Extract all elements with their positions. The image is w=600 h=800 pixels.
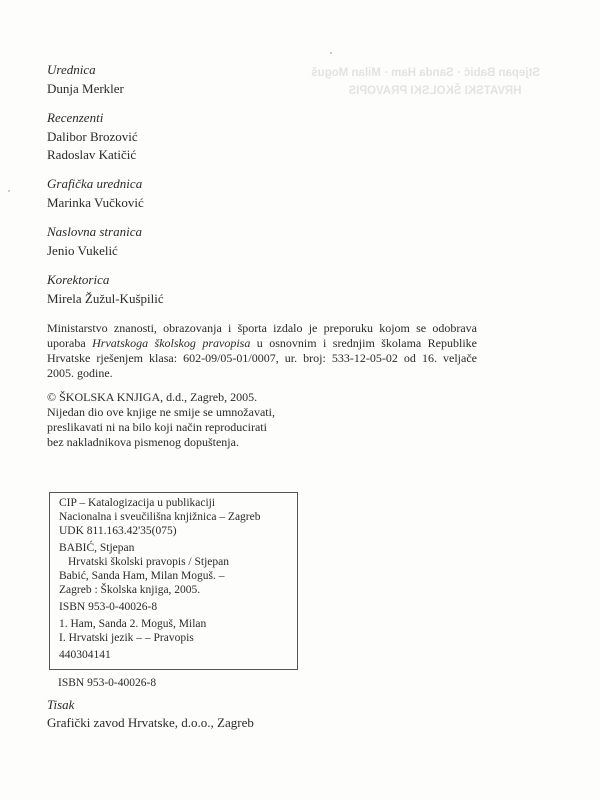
cip-isbn: ISBN 953-0-40026-8 — [59, 601, 158, 613]
cip-udk: UDK 811.163.42'35(075) — [59, 525, 177, 537]
credit-role: Korektorica — [47, 272, 110, 287]
copyright-line: bez nakladnikova pismenog dopuštenja. — [47, 435, 239, 449]
credit-reviewers — [47, 110, 347, 164]
credit-role: Urednica — [47, 62, 96, 77]
copyright-line: © ŠKOLSKA KNJIGA, d.d., Zagreb, 2005. — [47, 390, 258, 404]
credit-name: Marinka Vučković — [47, 195, 144, 210]
paper-speck — [8, 190, 10, 192]
cip-author: BABIĆ, Stjepan — [59, 542, 135, 554]
cip-header-line: CIP – Katalogizacija u publikaciji — [59, 497, 216, 509]
credits-section — [47, 62, 347, 320]
cip-description-line: Babić, Sanda Ham, Milan Moguš. – — [59, 570, 225, 582]
bleed-through-text — [311, 64, 540, 100]
credit-name: Mirela Žužul-Kušpilić — [47, 291, 164, 306]
printer-credit — [47, 697, 367, 732]
copyright-line: Nijedan dio ove knjige ne smije se umnožavati, — [47, 405, 275, 419]
paper-speck — [330, 52, 332, 54]
cip-record-number: 440304141 — [59, 649, 111, 661]
credit-name: Dunja Merkler — [47, 81, 124, 96]
credit-editor — [47, 62, 347, 98]
cip-subject-line: 1. Ham, Sanda 2. Moguš, Milan — [59, 618, 207, 630]
cip-description-line: Zagreb : Školska knjiga, 2005. — [59, 584, 201, 596]
credit-name: Dalibor Brozović — [47, 129, 138, 144]
credit-name: Jenio Vukelić — [47, 243, 118, 258]
copyright-block — [47, 390, 367, 450]
isbn-line: ISBN 953-0-40026-8 — [58, 677, 157, 689]
cip-record-box — [49, 492, 298, 670]
credit-graphic-editor — [47, 176, 347, 212]
credit-name: Grafički zavod Hrvatske, d.o.o., Zagreb — [47, 715, 254, 730]
credit-name: Radoslav Katičić — [47, 147, 137, 162]
notice-book-title: Hrvatskoga školskog pravopisa — [92, 336, 251, 350]
credit-role: Naslovna stranica — [47, 224, 142, 239]
ministry-notice — [47, 321, 477, 381]
credit-role: Recenzenti — [47, 110, 104, 125]
credit-proofreader — [47, 272, 347, 308]
credit-role: Grafička urednica — [47, 176, 143, 191]
cip-header-line: Nacionalna i sveučilišna knjižnica – Zagreb — [59, 511, 261, 523]
credit-cover — [47, 224, 347, 260]
notice-text: u osnovnim i srednjim školama Republike Hrvatske rješenjem klasa: 602-09/05-01/0007, ur. broj: 533-12-05-02 od 16. veljače 2005. godine. — [47, 336, 477, 380]
notice-text: Ministarstvo znanosti, obrazovanja i športa izdalo je preporuku kojom se odobrava uporaba — [47, 321, 477, 350]
cip-subject-line: I. Hrvatski jezik – – Pravopis — [59, 632, 194, 644]
bleed-through-line: HRVATSKI ŠKOLSKI PRAVOPIS — [348, 85, 522, 97]
bleed-through-line: Stjepan Babić · Sanda Ham · Milan Moguš — [311, 67, 540, 79]
credit-role: Tisak — [47, 697, 75, 712]
cip-description-line: Hrvatski školski pravopis / Stjepan — [68, 556, 229, 568]
copyright-line: preslikavati ni na bilo koji način reproducirati — [47, 420, 267, 434]
